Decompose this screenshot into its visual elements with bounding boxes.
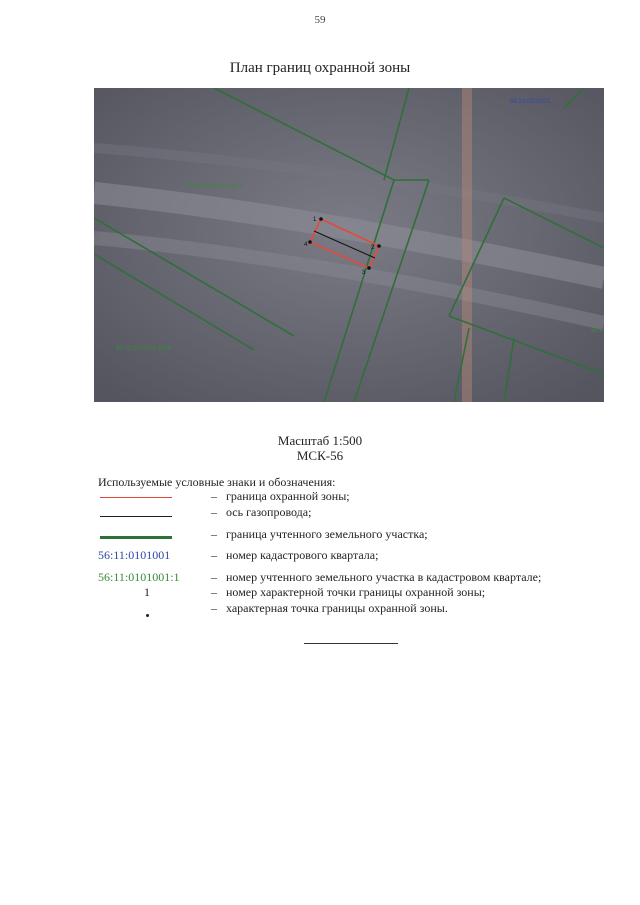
legend-row-characteristic-point	[98, 601, 598, 617]
legend-dash: –	[211, 585, 217, 599]
legend-symbol	[98, 548, 198, 564]
legend-dash: –	[211, 505, 217, 519]
crs-text: МСК-56	[296, 448, 344, 463]
dot-icon	[146, 614, 149, 617]
legend-row-parcel-boundary	[98, 527, 598, 543]
legend	[98, 475, 598, 615]
parcel-label-center: 56:12:0501001:1072	[187, 184, 243, 190]
end-rule	[304, 643, 398, 644]
scale-text: Масштаб 1:500	[277, 433, 363, 448]
point-3-label: 3	[362, 270, 366, 276]
parcel-code-sample: 56:11:0101001:1	[98, 570, 180, 584]
page-number: 59	[314, 14, 326, 26]
legend-description: номер учтенного земельного участка в кадастровом квартале;	[226, 570, 542, 584]
green-line-icon	[100, 536, 172, 539]
legend-row-quarter-number	[98, 548, 598, 564]
black-line-icon	[100, 516, 172, 517]
legend-dash: –	[211, 570, 217, 584]
legend-dash: –	[211, 601, 217, 615]
point-4-dot	[308, 240, 312, 244]
legend-dash: –	[211, 489, 217, 503]
point-3-dot	[367, 266, 371, 270]
legend-row-pipeline-axis	[98, 505, 598, 521]
point-1-dot	[319, 217, 323, 221]
point-4-label: 4	[304, 242, 308, 248]
legend-description: граница охранной зоны;	[226, 489, 350, 503]
point-1-label: 1	[313, 217, 317, 223]
map-canvas	[94, 88, 604, 402]
legend-symbol	[98, 585, 198, 601]
quarter-code-sample: 56:11:0101001	[98, 548, 171, 562]
red-line-icon	[100, 497, 172, 498]
point-2-dot	[377, 244, 381, 248]
legend-row-point-number	[98, 585, 598, 601]
legend-row-protection-zone	[98, 489, 598, 505]
boundary-map	[94, 88, 604, 402]
legend-symbol	[98, 505, 198, 521]
legend-dash: –	[211, 527, 217, 541]
legend-title: Используемые условные знаки и обозначения:	[98, 475, 336, 489]
legend-description: ось газопровода;	[226, 505, 312, 519]
legend-symbol	[98, 601, 198, 617]
legend-description: номер кадастрового квартала;	[226, 548, 379, 562]
legend-symbol	[98, 489, 198, 505]
legend-description: характерная точка границы охранной зоны.	[226, 601, 448, 615]
parcel-label-bottom-left: 56:12:0501001:1656	[116, 346, 172, 352]
point-number-sample: 1	[144, 585, 150, 599]
legend-symbol	[98, 527, 198, 543]
scale-block	[0, 433, 640, 463]
legend-description: граница учтенного земельного участка;	[226, 527, 428, 541]
legend-row-parcel-number	[98, 570, 598, 586]
point-2-label: 2	[371, 245, 375, 251]
parcel-label-right-edge: 56:1	[591, 328, 603, 334]
page-title: План границ охранной зоны	[229, 60, 411, 76]
legend-symbol	[98, 570, 198, 586]
legend-description: номер характерной точки границы охранной зоны;	[226, 585, 486, 599]
legend-dash: –	[211, 548, 217, 562]
quarter-label: 56:13:0501001	[510, 99, 551, 105]
